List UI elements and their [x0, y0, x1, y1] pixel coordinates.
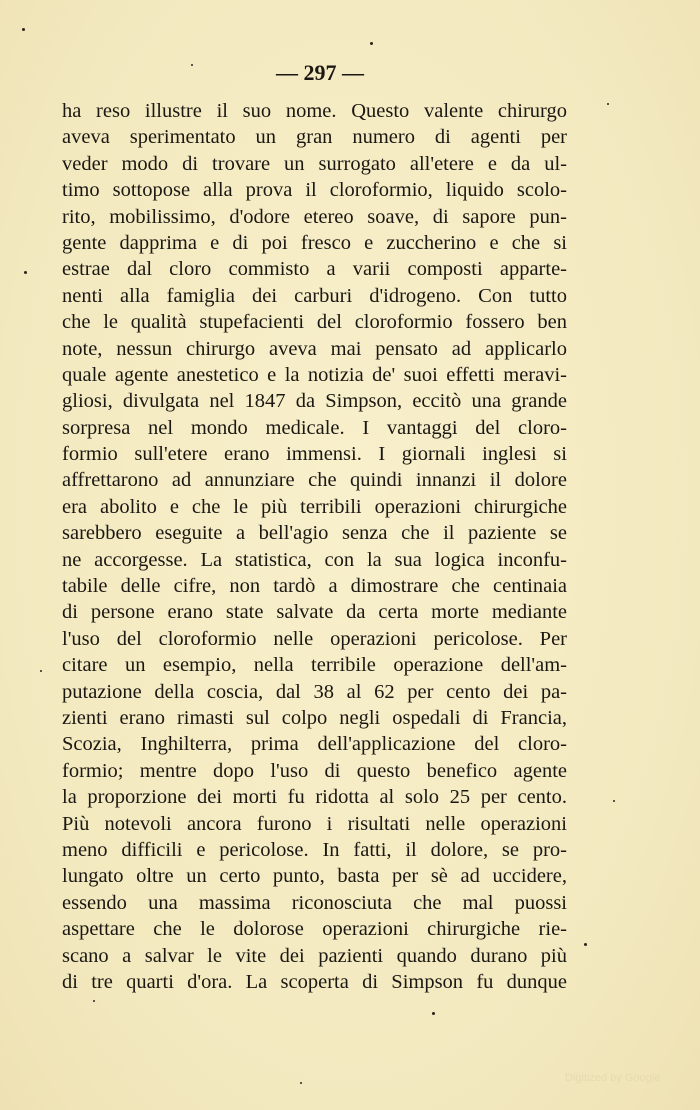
text-line: formio; mentre dopo l'uso di questo benefico agente — [62, 759, 567, 782]
text-line: l'uso del cloroformio nelle operazioni pericolose. Per — [62, 627, 567, 650]
paper-speck — [300, 1082, 302, 1084]
text-line: formio sull'etere erano immensi. I giornali inglesi si — [62, 443, 567, 466]
text-line: gente dapprima e di poi fresco e zuccherino e che si — [62, 231, 567, 254]
text-line: di persone erano state salvate da certa morte mediante — [62, 601, 567, 624]
text-line: aspettare che le dolorose operazioni chirurgiche rie- — [62, 918, 567, 941]
paper-speck — [584, 943, 587, 946]
text-line: zienti erano rimasti sul colpo negli ospedali di Francia, — [62, 706, 567, 729]
paper-speck — [613, 800, 615, 802]
paper-speck — [93, 1000, 95, 1002]
text-line: ne accorgesse. La statistica, con la sua logica inconfu- — [62, 548, 567, 571]
text-line: ha reso illustre il suo nome. Questo valente chirurgo — [62, 100, 567, 122]
text-line: veder modo di trovare un surrogato all'etere e da ul- — [62, 152, 567, 175]
paper-speck — [40, 670, 42, 672]
text-line: meno difficili e pericolose. In fatti, il dolore, se pro- — [62, 838, 567, 861]
text-line: timo sottopose alla prova il cloroformio, liquido scolo- — [62, 179, 567, 202]
text-line: Scozia, Inghilterra, prima dell'applicazione del cloro- — [62, 733, 567, 756]
body-text — [62, 98, 567, 995]
text-line: lungato oltre un certo punto, basta per sè ad uccidere, — [62, 865, 567, 888]
paper-speck — [191, 64, 193, 66]
text-line: sarebbero eseguite a bell'agio senza che il paziente se — [62, 522, 567, 545]
text-line: tabile delle cifre, non tardò a dimostrare che centinaia — [62, 575, 567, 598]
text-line: estrae dal cloro commisto a varii composti apparte- — [62, 258, 567, 281]
paper-speck — [607, 103, 609, 105]
text-line: era abolito e che le più terribili operazioni chirurgiche — [62, 495, 567, 518]
text-line: che le qualità stupefacienti del cloroformio fossero ben — [62, 311, 567, 334]
text-line: gliosi, divulgata nel 1847 da Simpson, eccitò una grande — [62, 390, 567, 413]
text-line: putazione della coscia, dal 38 al 62 per cento dei pa- — [62, 680, 567, 703]
text-line: citare un esempio, nella terribile operazione dell'am- — [62, 654, 567, 677]
text-line: sorpresa nel mondo medicale. I vantaggi del cloro- — [62, 416, 567, 439]
text-line: rito, mobilissimo, d'odore etereo soave, di sapore pun- — [62, 205, 567, 228]
text-line: la proporzione dei morti fu ridotta al solo 25 per cento. — [62, 786, 567, 809]
text-line: Più notevoli ancora furono i risultati nelle operazioni — [62, 812, 567, 835]
page-number: — 297 — — [276, 60, 364, 85]
text-line: nenti alla famiglia dei carburi d'idrogeno. Con tutto — [62, 284, 567, 307]
paper-speck — [370, 42, 373, 45]
text-line: quale agente anestetico e la notizia de' suoi effetti meravi- — [62, 363, 567, 386]
text-line: essendo una massima riconosciuta che mal puossi — [62, 891, 567, 914]
text-line: note, nessun chirurgo aveva mai pensato ad applicarlo — [62, 337, 567, 360]
paper-speck — [22, 28, 25, 31]
text-line: di tre quarti d'ora. La scoperta di Simpson fu dunque — [62, 970, 567, 993]
digitization-watermark: Digitized by Google — [565, 1072, 661, 1084]
paper-speck — [24, 271, 27, 274]
text-line: scano a salvar le vite dei pazienti quando durano più — [62, 944, 567, 967]
text-line: affrettarono ad annunziare che quindi innanzi il dolore — [62, 469, 567, 492]
text-line: aveva sperimentato un gran numero di agenti per — [62, 126, 567, 149]
paper-speck — [432, 1012, 435, 1015]
